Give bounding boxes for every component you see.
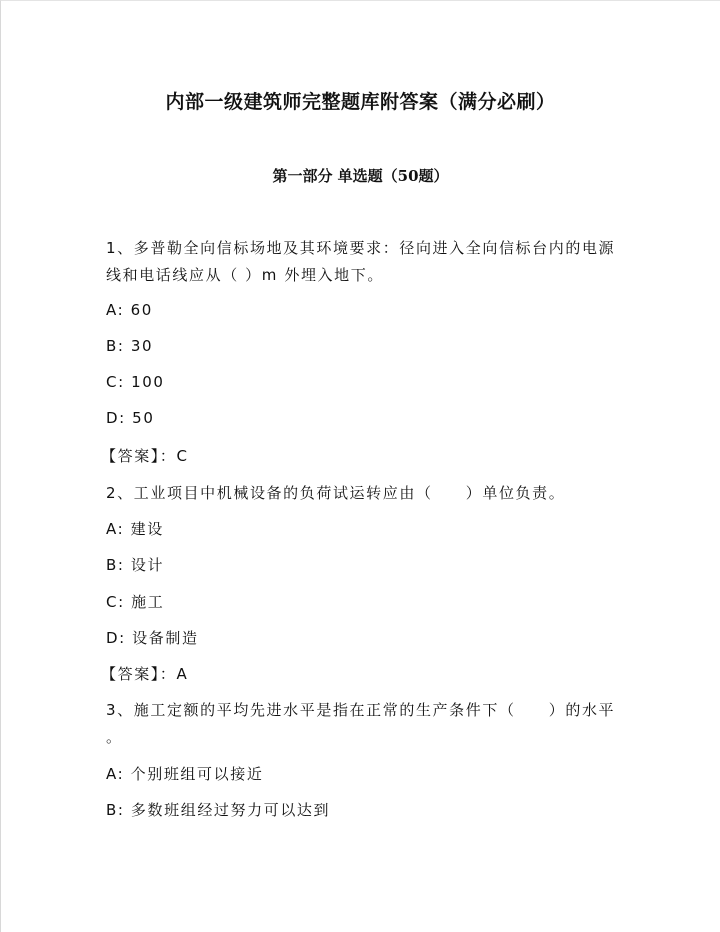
question-1-stem-line-2: 线和电话线应从（ ）m 外埋入地下。	[106, 266, 384, 284]
question-1-option-d: D: 50	[106, 409, 155, 427]
question-3-stem-line-2: 。	[106, 728, 123, 746]
question-1-option-a: A: 60	[106, 301, 153, 319]
question-3-option-a: A: 个别班组可以接近	[106, 765, 264, 783]
question-3-option-b: B: 多数班组经过努力可以达到	[106, 801, 331, 819]
question-2-answer: 【答案】：A	[101, 665, 189, 683]
section-heading: 第一部分 单选题（50题）	[272, 167, 449, 185]
question-1-stem-line-1: 1、多普勒全向信标场地及其环境要求：径向进入全向信标台内的电源	[106, 239, 616, 257]
question-3-stem-line-1: 3、施工定额的平均先进水平是指在正常的生产条件下（ ）的水平	[106, 701, 616, 719]
question-1-option-c: C: 100	[106, 373, 165, 391]
document-title: 内部一级建筑师完整题库附答案（满分必刷）	[165, 91, 556, 113]
question-1-answer: 【答案】：C	[101, 447, 189, 465]
question-2-stem-line-1: 2、工业项目中机械设备的负荷试运转应由（ ）单位负责。	[106, 484, 566, 502]
question-1-option-b: B: 30	[106, 337, 154, 355]
question-2-option-c: C: 施工	[106, 593, 165, 611]
question-2-option-b: B: 设计	[106, 556, 165, 574]
question-2-option-d: D: 设备制造	[106, 629, 199, 647]
question-2-option-a: A: 建设	[106, 520, 164, 538]
